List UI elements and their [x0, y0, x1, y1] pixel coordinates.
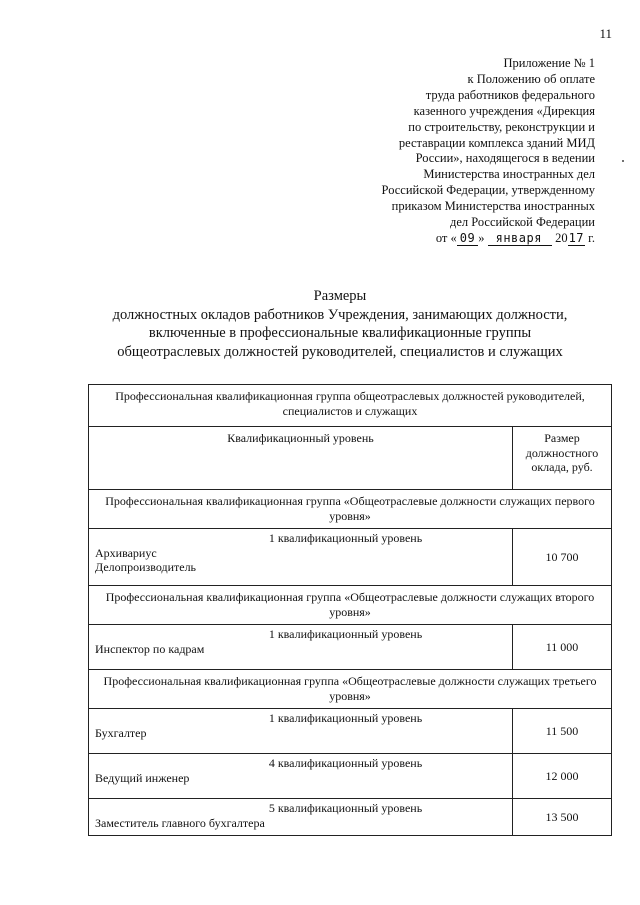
- level-cell: [89, 529, 513, 586]
- salary-amount: 10 700: [513, 529, 612, 586]
- date-day: 09: [457, 231, 478, 246]
- level-label: 1 квалификационный уровень: [268, 711, 423, 725]
- table-row: [89, 586, 612, 625]
- level-cell: [89, 754, 513, 799]
- appendix-line: по строительству, реконструкции и: [408, 119, 595, 134]
- appendix-line: реставрации комплекса зданий МИД: [398, 135, 595, 150]
- title-line: общеотраслевых должностей руководителей, специалистов и служащих: [117, 343, 563, 360]
- level-label: 1 квалификационный уровень: [268, 531, 423, 545]
- table-row: [89, 529, 612, 586]
- salary-amount: 11 000: [513, 625, 612, 670]
- table-row: [89, 490, 612, 529]
- level-label: 5 квалификационный уровень: [268, 801, 423, 815]
- salary-amount: 11 500: [513, 709, 612, 754]
- salary-table: [88, 384, 612, 836]
- table-row: [89, 385, 612, 427]
- date-suffix: г.: [585, 230, 595, 245]
- page-number: 11: [599, 26, 612, 41]
- position-name: Делопроизводитель: [95, 560, 197, 574]
- column-header-amount: Размер должностного оклада, руб.: [513, 427, 612, 490]
- position-name: Заместитель главного бухгалтера: [95, 815, 265, 830]
- position-name: Ведущий инженер: [95, 770, 190, 785]
- date-year-suffix: 17: [568, 230, 585, 245]
- group-header: Профессиональная квалификационная группа «Общеотраслевые должности служащих второго уровня»: [89, 586, 612, 625]
- document-title: [60, 287, 620, 361]
- appendix-line: казенного учреждения «Дирекция: [413, 103, 595, 118]
- group-header: Профессиональная квалификационная группа «Общеотраслевые должности служащих третьего уровня»: [89, 670, 612, 709]
- salary-amount: 13 500: [513, 799, 612, 836]
- date-prefix: от «: [435, 230, 457, 245]
- table-row: [89, 754, 612, 799]
- title-line: Размеры: [313, 288, 367, 304]
- level-cell: [89, 625, 513, 670]
- main-group-header: Профессиональная квалификационная группа общеотраслевых должностей руководителей, специалистов и служащих: [89, 385, 612, 427]
- date-year-prefix: 20: [555, 230, 568, 245]
- appendix-line: приказом Министерства иностранных: [391, 199, 595, 214]
- date-sep: »: [478, 230, 485, 245]
- position-name: Инспектор по кадрам: [95, 641, 205, 656]
- position-name: Архивариус: [95, 545, 157, 560]
- date-month: января: [488, 231, 552, 246]
- level-label: 4 квалификационный уровень: [268, 756, 423, 770]
- table-row: [89, 625, 612, 670]
- appendix-line: Министерства иностранных дел: [423, 167, 595, 182]
- level-cell: [89, 799, 513, 836]
- group-header: Профессиональная квалификационная группа «Общеотраслевые должности служащих первого уровня»: [89, 490, 612, 529]
- position-name: Бухгалтер: [95, 725, 147, 740]
- level-label: 1 квалификационный уровень: [268, 627, 423, 641]
- appendix-line: Приложение № 1: [503, 56, 595, 70]
- table-row: [89, 427, 612, 490]
- appendix-line: дел Российской Федерации: [449, 215, 595, 230]
- salary-amount: 12 000: [513, 754, 612, 799]
- table-row: [89, 670, 612, 709]
- appendix-line: труда работников федерального: [425, 87, 595, 102]
- table-row: [89, 799, 612, 836]
- table-row: [89, 709, 612, 754]
- appendix-line: России», находящегося в ведении: [415, 151, 595, 166]
- scan-speck: [622, 160, 624, 162]
- appendix-line: к Положению об оплате: [467, 71, 595, 86]
- title-line: включенные в профессиональные квалификационные группы: [148, 325, 532, 341]
- appendix-header: [295, 56, 595, 247]
- column-header-level: Квалификационный уровень: [89, 427, 513, 490]
- appendix-line: Российской Федерации, утвержденному: [381, 183, 595, 198]
- level-cell: [89, 709, 513, 754]
- title-line: должностных окладов работников Учреждения, занимающих должности,: [112, 306, 568, 323]
- appendix-date: [295, 231, 595, 247]
